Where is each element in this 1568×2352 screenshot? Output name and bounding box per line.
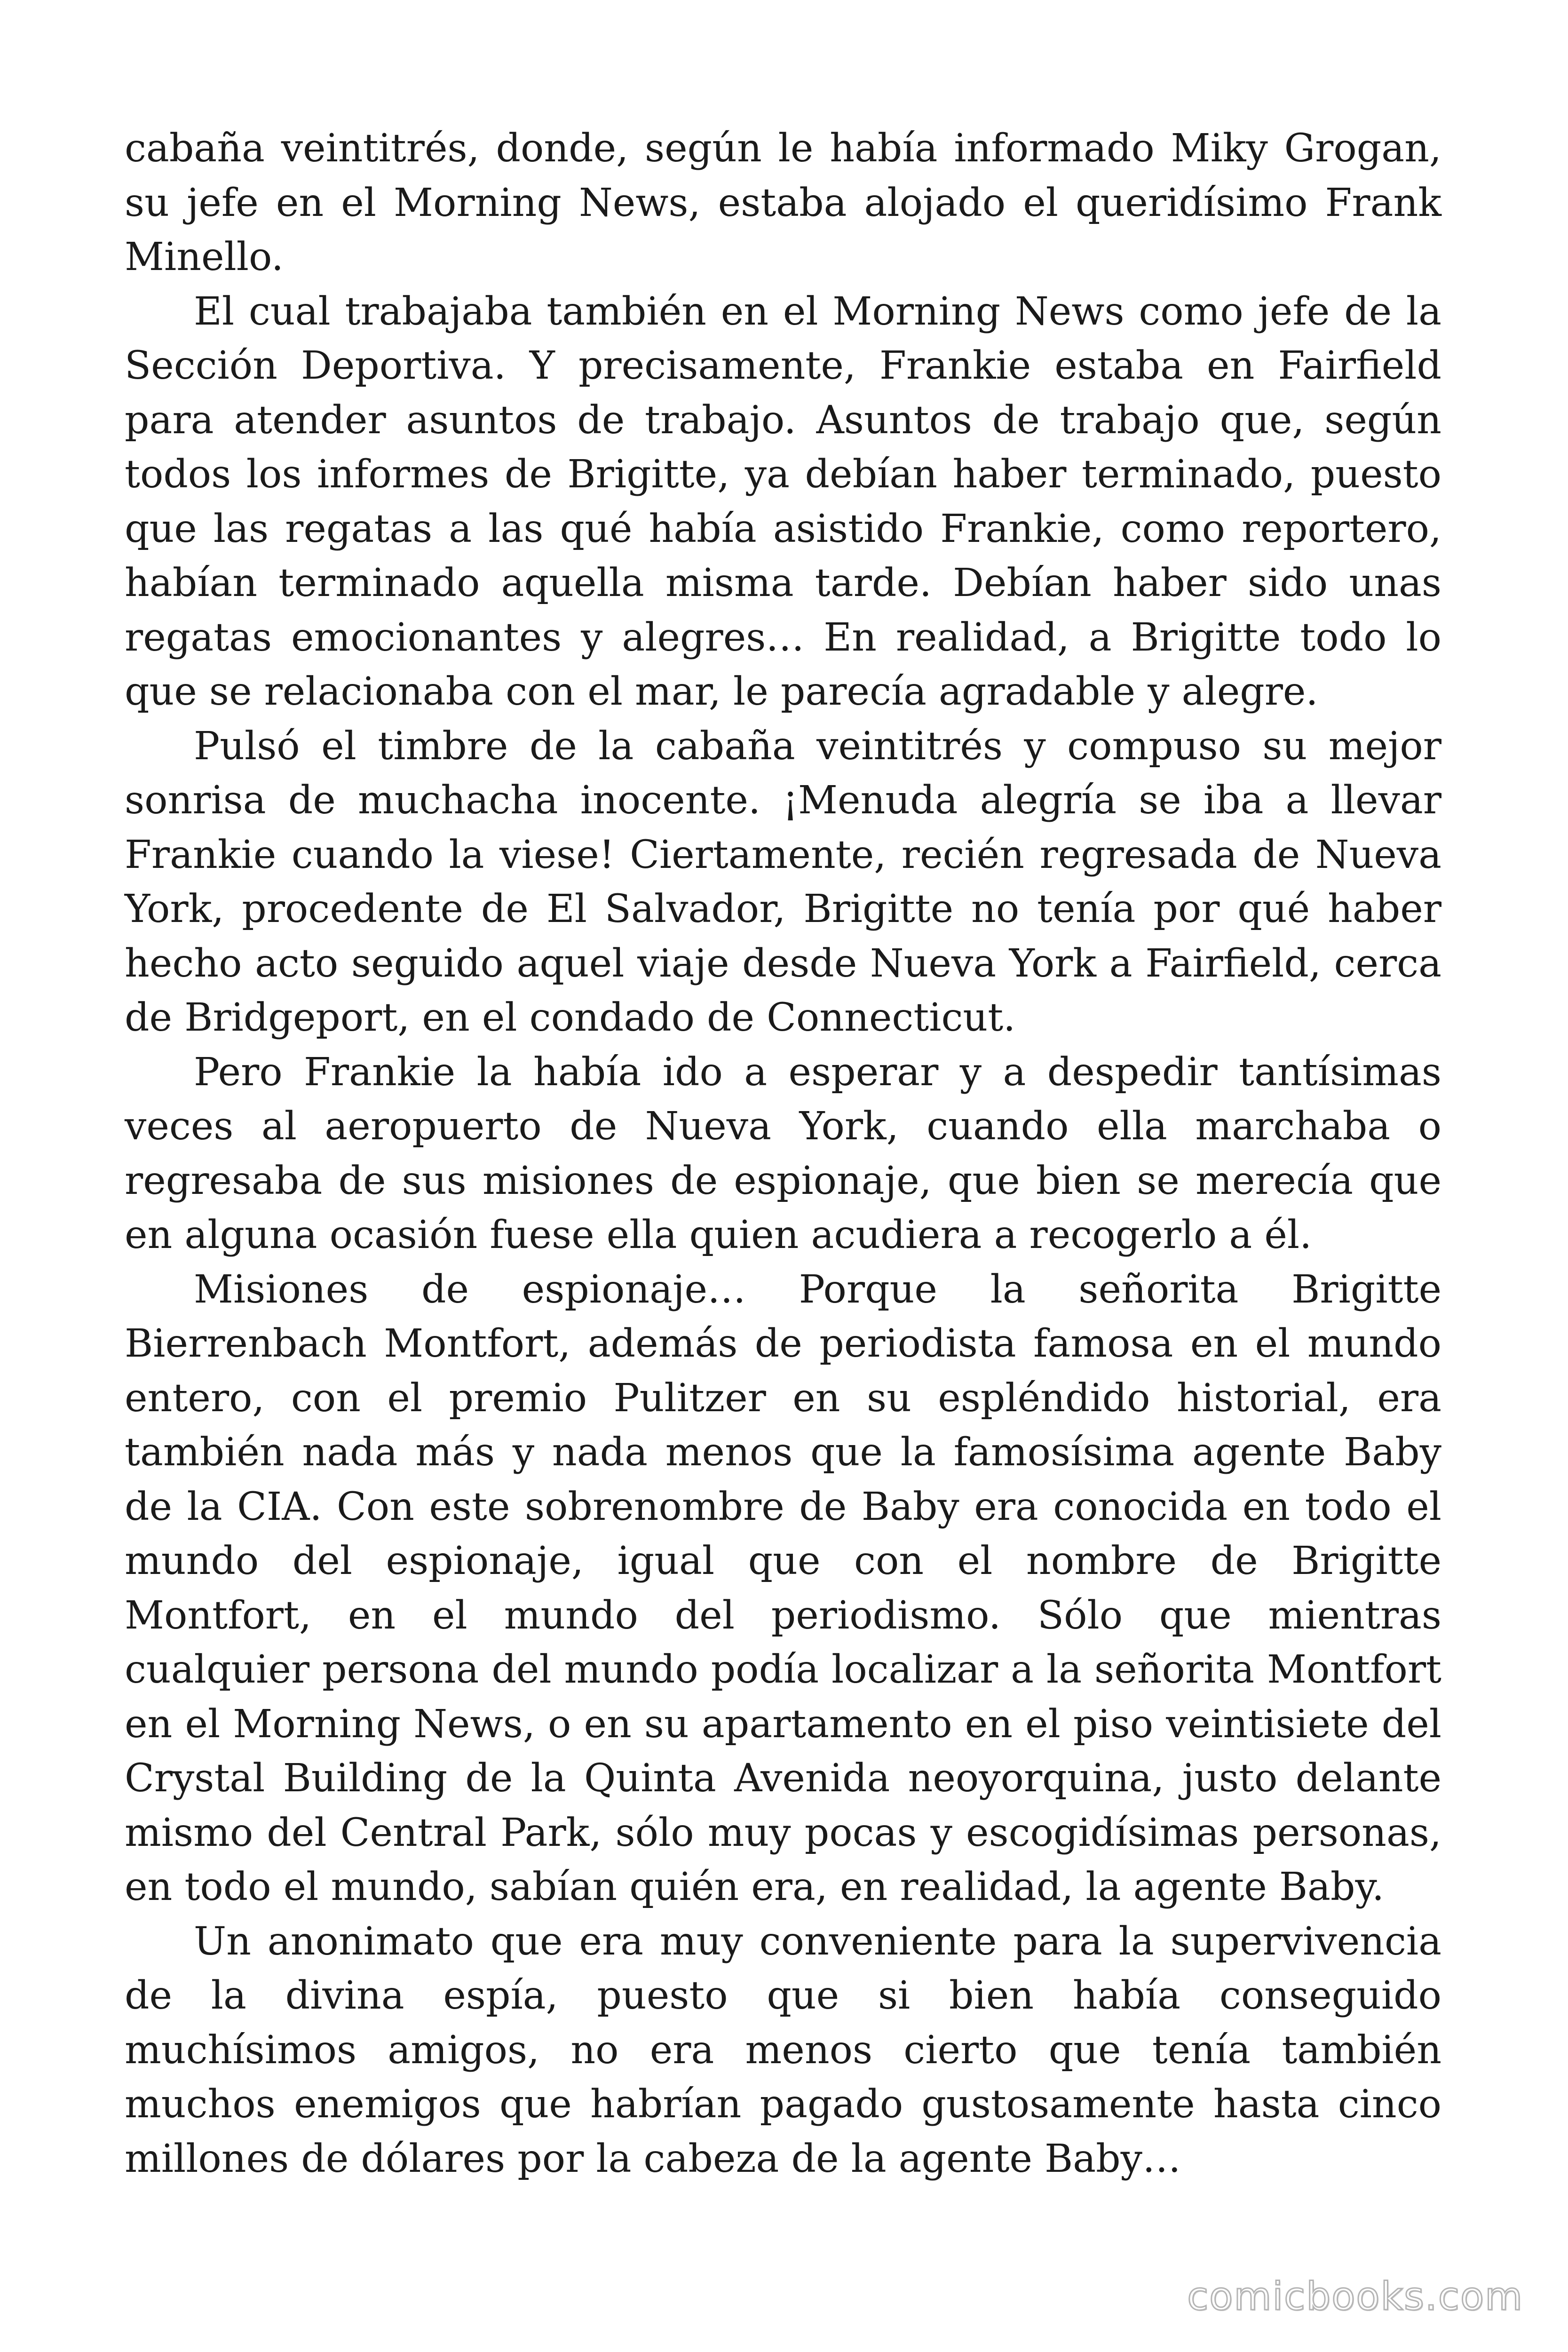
paragraph: Pulsó el timbre de la cabaña veintitrés y compuso su mejor sonrisa de muchacha inocente. ¡Menuda alegría se iba a llevar Frankie cuando la viese! Ciertamente, recién regresada de Nueva York, procedente de El Salvador, Brigitte no tenía por qué haber hecho acto seguido aquel viaje desde Nueva York a Fairfield, cerca de Bridgeport, en el condado de Connecticut.: [125, 723, 1441, 1040]
book-page-text: [125, 121, 1441, 2186]
paragraph: El cual trabajaba también en el Morning News como jefe de la Sección Deportiva. Y precisamente, Frankie estaba en Fairfield para atender asuntos de trabajo. Asuntos de trabajo que, según todos los informes de Brigitte, ya debían haber terminado, puesto que las regatas a las qué había asistido Frankie, como reportero, habían terminado aquella misma tarde. Debían haber sido unas regatas emocionantes y alegres… En realidad, a Brigitte todo lo que se relacionaba con el mar, le parecía agradable y alegre.: [125, 289, 1441, 714]
watermark: comicbooks.com: [1187, 2274, 1523, 2319]
paragraph: Un anonimato que era muy conveniente para la supervivencia de la divina espía, puesto que si bien había conseguido muchísimos amigos, no era menos cierto que tenía también muchos enemigos que habrían pagado gustosamente hasta cinco millones de dólares por la cabeza de la agente Baby…: [125, 1919, 1441, 2181]
paragraph: Pero Frankie la había ido a esperar y a despedir tantísimas veces al aeropuerto de Nueva York, cuando ella marchaba o regresaba de sus misiones de espionaje, que bien se merecía que en alguna ocasión fuese ella quien acudiera a recogerlo a él.: [125, 1049, 1441, 1257]
paragraph: Misiones de espionaje… Porque la señorita Brigitte Bierrenbach Montfort, además de periodista famosa en el mundo entero, con el premio Pulitzer en su espléndido historial, era también nada más y nada menos que la famosísima agente Baby de la CIA. Con este sobrenombre de Baby era conocida en todo el mundo del espionaje, igual que con el nombre de Brigitte Montfort, en el mundo del periodismo. Sólo que mientras cualquier persona del mundo podía localizar a la señorita Montfort en el Morning News, o en su apartamento en el piso veintisiete del Crystal Building de la Quinta Avenida neoyorquina, justo delante mismo del Central Park, sólo muy pocas y escogidísimas personas, en todo el mundo, sabían quién era, en realidad, la agente Baby.: [125, 1267, 1441, 1909]
paragraph-continuation: cabaña veintitrés, donde, según le había informado Miky Grogan, su jefe en el Morning News, estaba alojado el queridísimo Frank Minello.: [125, 126, 1441, 279]
